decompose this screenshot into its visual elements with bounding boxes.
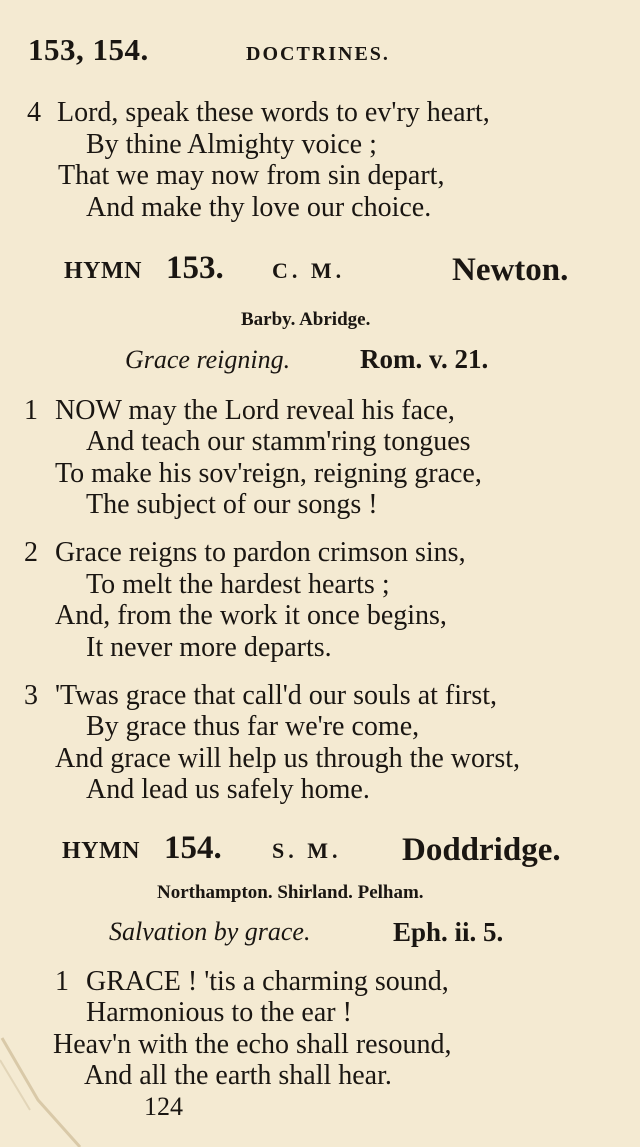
- verse-line: It never more departs.: [86, 632, 332, 663]
- scripture-reference: Rom. v. 21.: [360, 344, 489, 374]
- verse-line: NOW may the Lord reveal his face,: [55, 395, 455, 426]
- paper-crease: [0, 1030, 90, 1147]
- verse-line: To make his sov'reign, reigning grace,: [55, 458, 482, 489]
- verse-line: 'Twas grace that call'd our souls at first,: [55, 680, 497, 711]
- verse-line: And make thy love our choice.: [86, 192, 432, 223]
- scripture-reference: Eph. ii. 5.: [393, 917, 504, 947]
- verse-line: Harmonious to the ear !: [86, 997, 352, 1028]
- hymn-meter: S. M.: [272, 838, 342, 863]
- hymn-subject: Grace reigning.: [125, 345, 291, 374]
- hymn-label: HYMN: [64, 258, 142, 284]
- page-number: 124: [144, 1092, 183, 1121]
- verse-line: To melt the hardest hearts ;: [86, 569, 390, 600]
- verse-line: The subject of our songs !: [86, 489, 378, 520]
- verse-line: GRACE ! 'tis a charming sound,: [86, 966, 449, 997]
- hymn-author: Doddridge.: [402, 832, 561, 868]
- hymn-label: HYMN: [62, 838, 140, 864]
- hymn-number: 153.: [166, 250, 224, 286]
- section-header: DOCTRINES.: [246, 43, 390, 65]
- stanza-number: 4: [27, 97, 41, 128]
- verse-line: By thine Almighty voice ;: [86, 129, 377, 160]
- stanza-number: 1: [24, 395, 38, 426]
- verse-line: Heav'n with the echo shall resound,: [53, 1029, 452, 1060]
- hymn-meter: C. M.: [272, 258, 346, 283]
- hymn-number: 154.: [164, 830, 222, 866]
- verse-line: That we may now from sin depart,: [58, 160, 445, 191]
- stanza-number: 2: [24, 537, 38, 568]
- verse-line: By grace thus far we're come,: [86, 711, 420, 742]
- verse-line: And teach our stamm'ring tongues: [86, 426, 471, 457]
- verse-line: And grace will help us through the worst,: [55, 743, 521, 774]
- verse-line: Lord, speak these words to ev'ry heart,: [57, 97, 490, 128]
- verse-line: Grace reigns to pardon crimson sins,: [55, 537, 466, 568]
- hymn-subject: Salvation by grace.: [109, 917, 311, 946]
- verse-line: And, from the work it once begins,: [55, 600, 447, 631]
- stanza-number: 3: [24, 680, 38, 711]
- verse-line: And lead us safely home.: [86, 774, 370, 805]
- stanza-number: 1: [55, 966, 69, 997]
- tune-names: Barby. Abridge.: [241, 309, 371, 330]
- hymn-author: Newton.: [452, 252, 569, 288]
- verse-line: And all the earth shall hear.: [84, 1060, 392, 1091]
- page-range-header: 153, 154.: [28, 32, 149, 67]
- tune-names: Northampton. Shirland. Pelham.: [157, 882, 424, 903]
